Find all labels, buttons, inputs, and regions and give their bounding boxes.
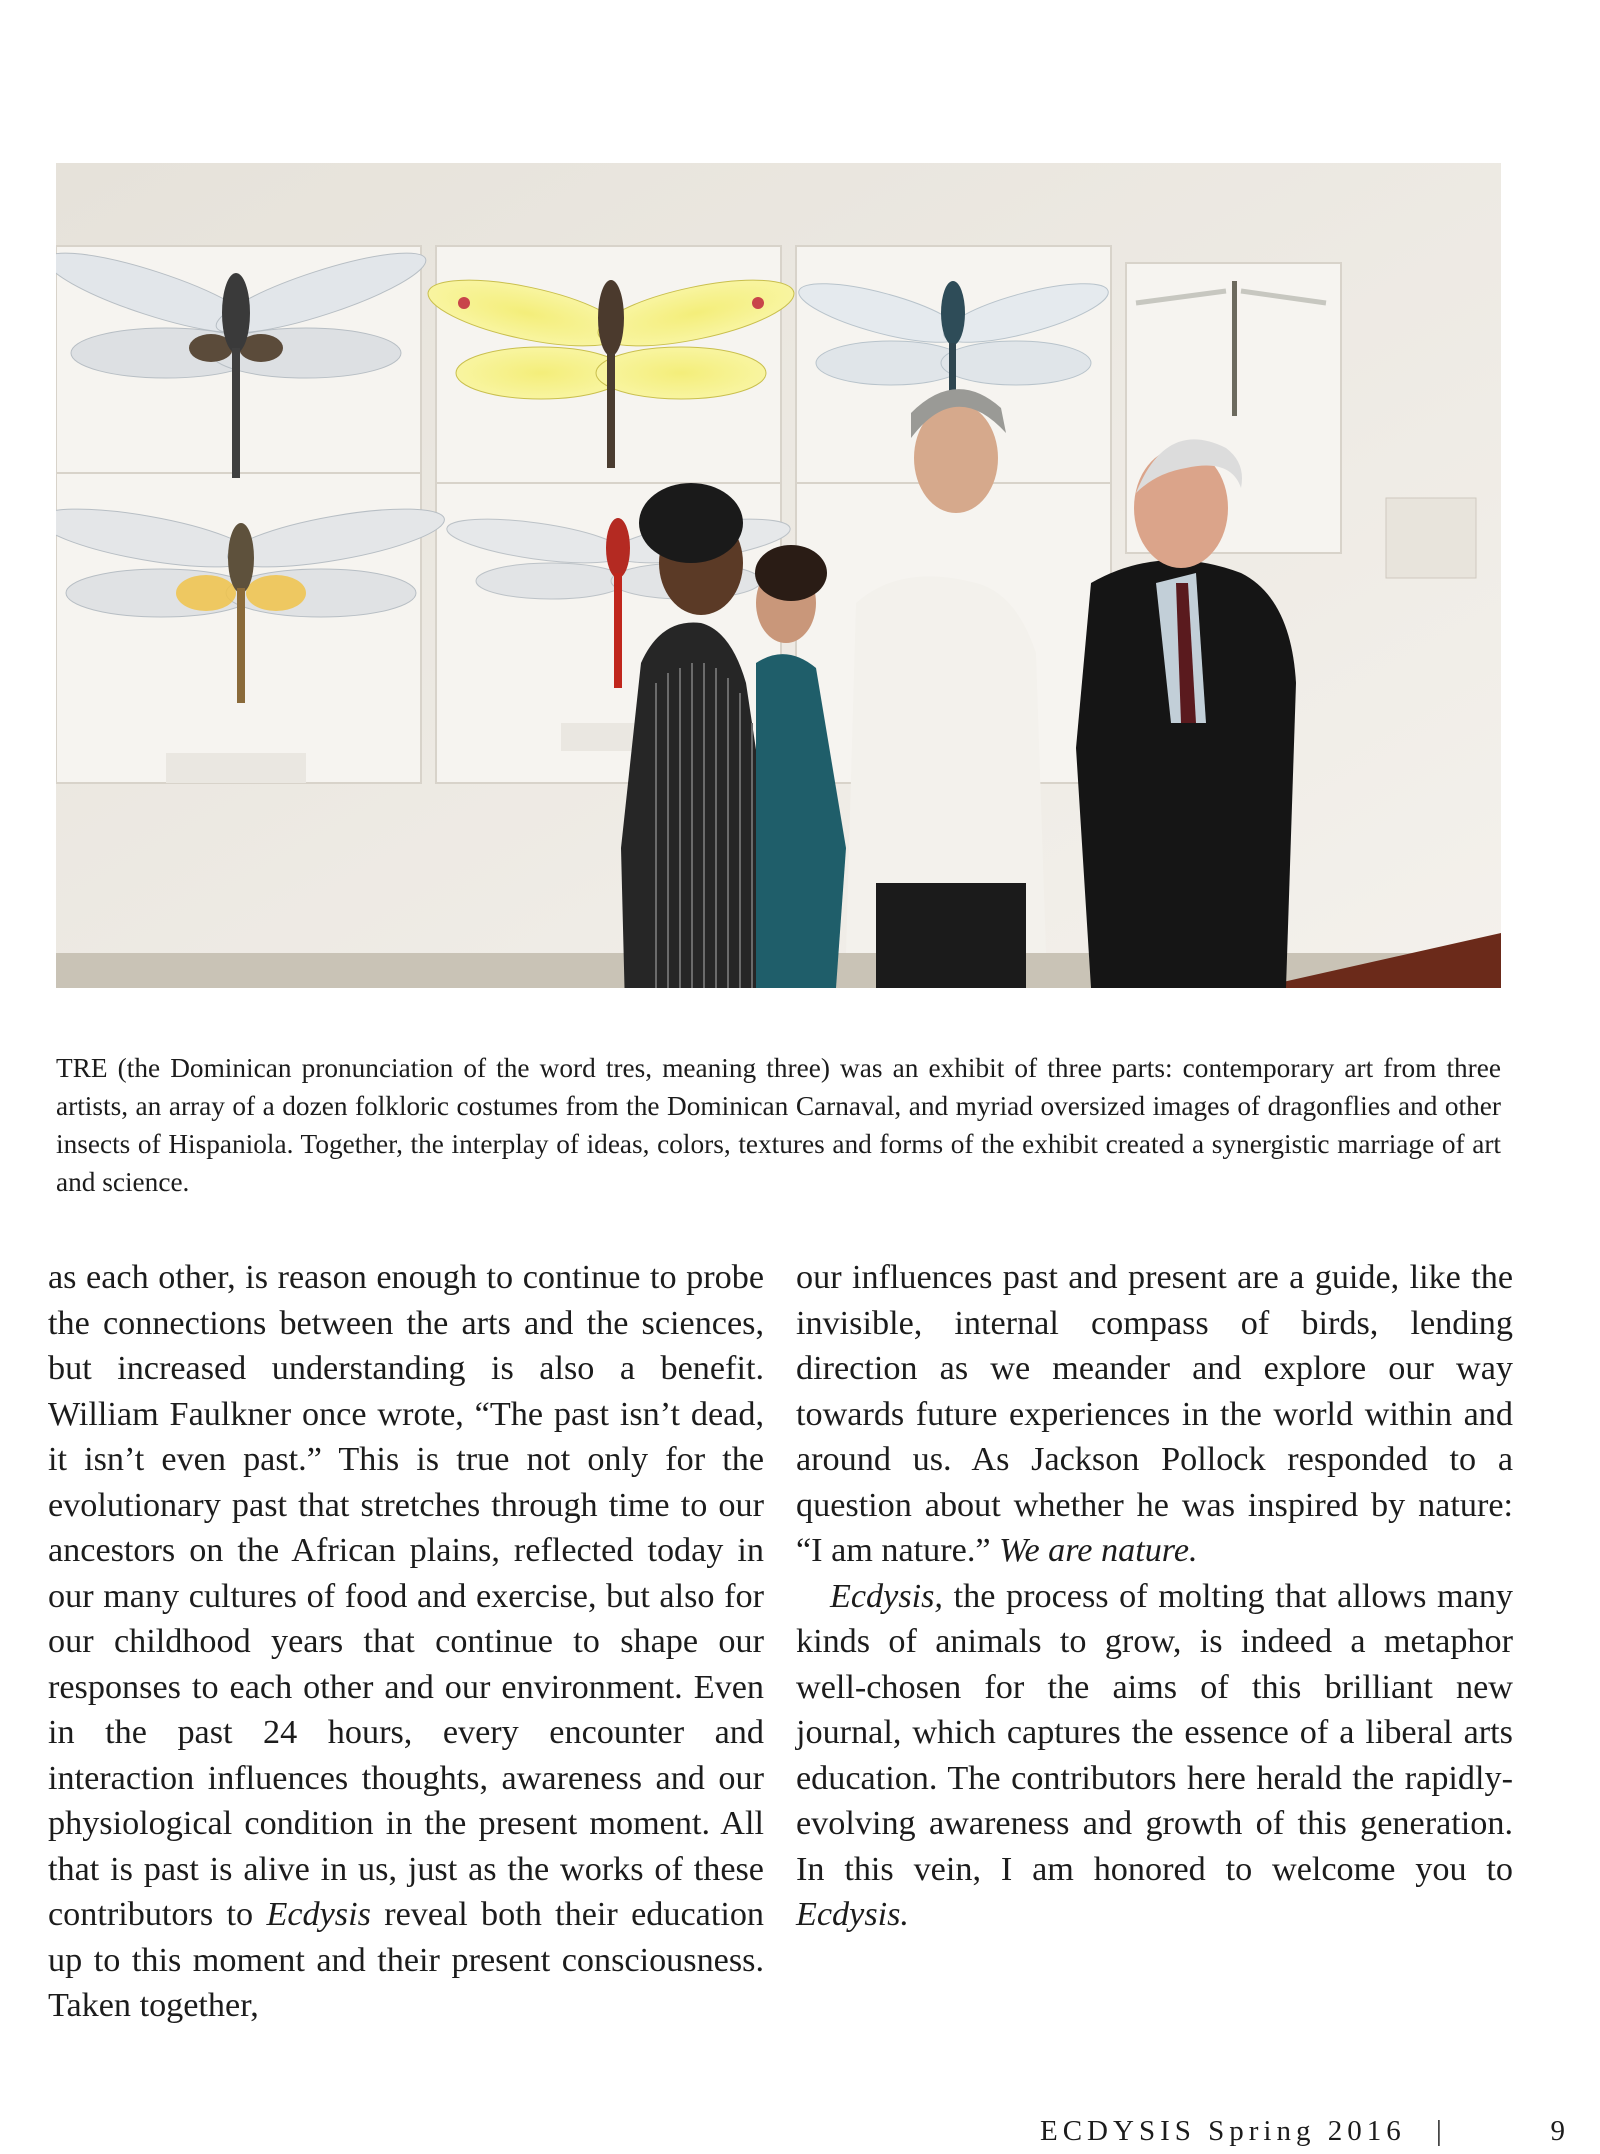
body-text: our influences past and present are a guide, like the invisible, internal compass of birds, lending direction as we meander and explore our way towards future experiences in the world within and around us. As Jackson Pollock responded to a question about whether he was inspired by nature: “I am nature.” [796, 1259, 1513, 1569]
photo-caption: TRE (the Dominican pronunciation of the word tres, meaning three) was an exhibit of three parts: contemporary art from three artists, an array of a dozen folkloric costumes from the Dominican Carnaval, and myriad oversized images of dragonflies and other insects of Hispaniola. Together, the interplay of ideas, colors, textures and forms of the exhibit created a synergistic marriage of art and science. [56, 1053, 1501, 1197]
page-footer [1040, 2115, 1570, 2147]
body-paragraph [796, 1255, 1513, 1574]
emphasis-text: We are nature. [999, 1532, 1198, 1569]
footer-separator: | [1435, 2115, 1447, 2147]
exhibit-photo [56, 163, 1501, 988]
body-paragraph [48, 1255, 764, 2029]
journal-title-em: Ecdysis. [796, 1896, 909, 1933]
journal-title-em: Ecdysis [266, 1896, 371, 1933]
body-text: the process of molting that allows many kinds of animals to grow, is indeed a metaphor well-chosen for the aims of this brilliant new journal, which captures the essence of a liberal arts education. The contributors here herald the rapidly-evolving awareness and growth of this generation. In this vein, I am honored to welcome you to [796, 1577, 1514, 1888]
footer-journal: ECDYSIS [1040, 2115, 1196, 2147]
body-text: reveal both their education up to this moment and their present consciousness. Taken together, [48, 1896, 765, 2024]
footer-issue: Spring 2016 [1208, 2115, 1406, 2147]
journal-title-em: Ecdysis, [830, 1577, 943, 1615]
body-column-right [796, 1255, 1513, 1938]
body-text: as each other, is reason enough to continue to probe the connections between the arts and the sciences, but increased understanding is also a benefit. William Faulkner once wrote, “The past isn’t dead, it isn’t even past.” This is true not only for the evolutionary past that stretches through time to our ancestors on the African plains, reflected today in our many cultures of food and exercise, but also for our childhood years that continue to shape our responses to each other and our environment. Even in the past 24 hours, every encounter and interaction influences thoughts, awareness and our physiological condition in the present moment. All that is past is alive in us, just as the works of these contributors to [48, 1259, 764, 1933]
body-column-left [48, 1255, 764, 2029]
page-number: 9 [1550, 2115, 1570, 2147]
body-paragraph [796, 1574, 1513, 1938]
exhibit-photo-illustration [56, 163, 1501, 988]
